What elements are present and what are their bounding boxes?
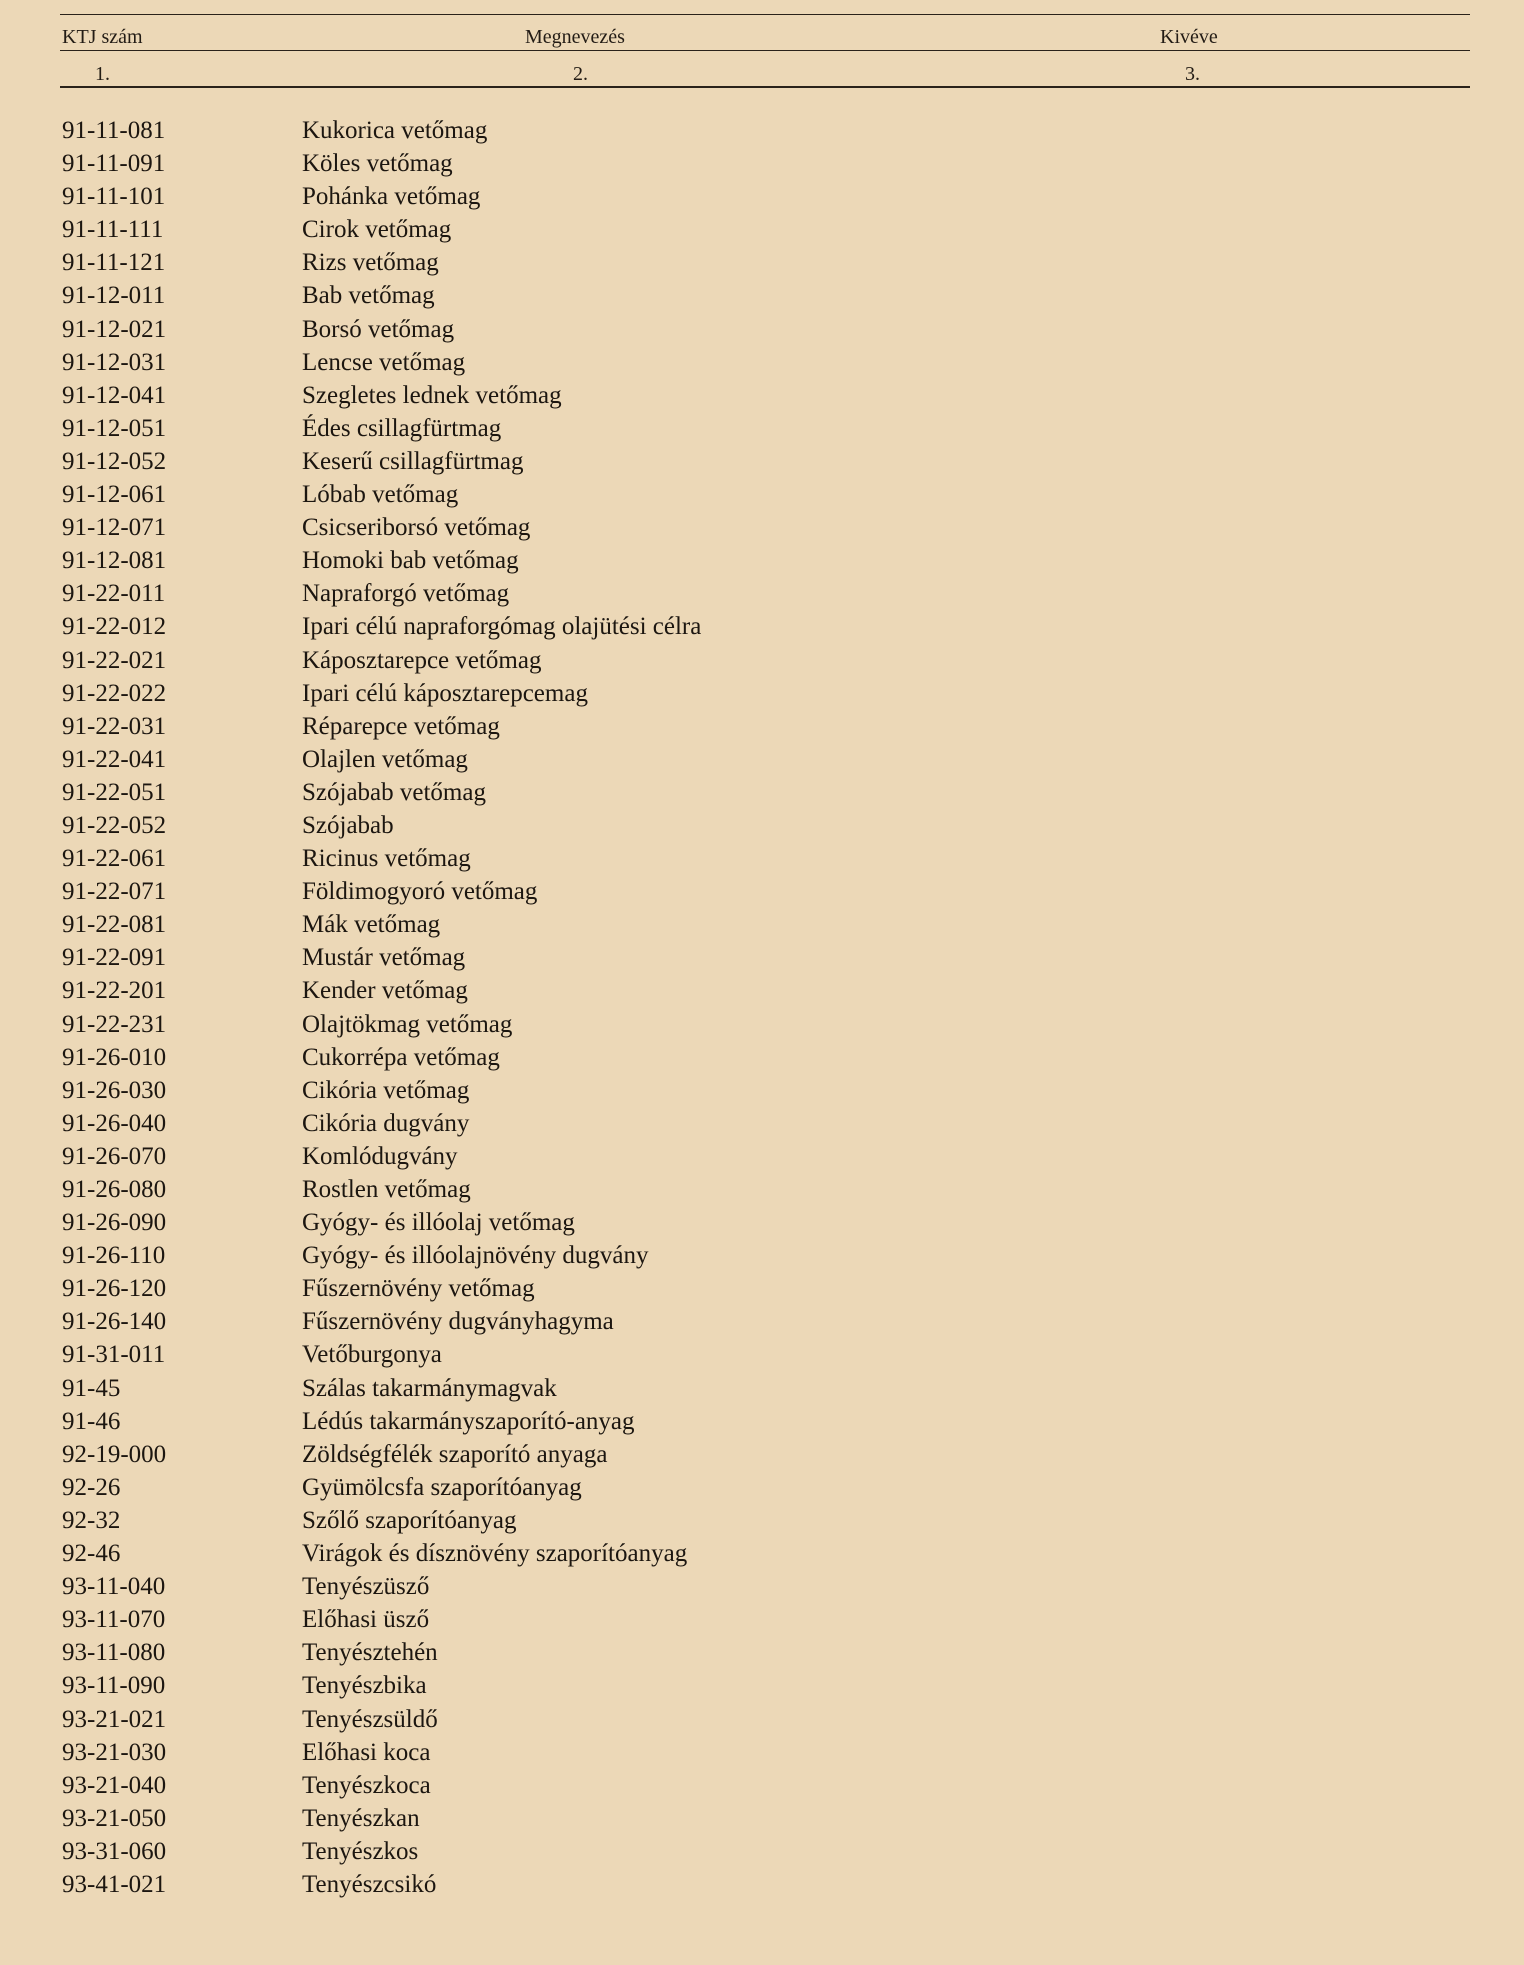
ktj-code: 91-26-140 bbox=[62, 1308, 167, 1336]
ktj-code: 91-11-101 bbox=[62, 183, 166, 211]
table-row bbox=[0, 1603, 1524, 1636]
ktj-code: 91-22-231 bbox=[62, 1010, 167, 1038]
table-row bbox=[0, 1835, 1524, 1868]
item-name: Tenyészüsző bbox=[302, 1573, 430, 1601]
ktj-code: 91-22-061 bbox=[62, 845, 167, 873]
ktj-code: 92-26 bbox=[62, 1473, 121, 1501]
ktj-code: 91-22-201 bbox=[62, 977, 167, 1005]
ktj-code: 91-26-040 bbox=[62, 1109, 167, 1137]
item-name: Gyümölcsfa szaporítóanyag bbox=[302, 1473, 582, 1501]
table-row bbox=[0, 1239, 1524, 1272]
table-row bbox=[0, 1405, 1524, 1438]
item-name: Rizs vetőmag bbox=[302, 249, 439, 277]
item-name: Csicseriborsó vetőmag bbox=[302, 514, 531, 542]
item-name: Cirok vetőmag bbox=[302, 216, 452, 244]
item-name: Zöldségfélék szaporító anyaga bbox=[302, 1440, 608, 1468]
ktj-code: 91-12-071 bbox=[62, 514, 167, 542]
ktj-code: 93-21-040 bbox=[62, 1771, 167, 1799]
header-megnevezes: Megnevezés bbox=[525, 26, 625, 48]
item-name: Pohánka vetőmag bbox=[302, 183, 481, 211]
ktj-code: 91-26-080 bbox=[62, 1176, 167, 1203]
item-name: Napraforgó vetőmag bbox=[302, 580, 510, 608]
ktj-code: 91-26-120 bbox=[62, 1275, 167, 1303]
item-name: Gyógy- és illóolajnövény dugvány bbox=[302, 1242, 649, 1270]
table-row bbox=[0, 908, 1524, 941]
table-row bbox=[0, 544, 1524, 577]
ktj-code: 91-11-081 bbox=[62, 117, 166, 144]
column-number-rule bbox=[60, 86, 1470, 88]
table-row bbox=[0, 842, 1524, 875]
table-row bbox=[0, 1471, 1524, 1504]
item-name: Köles vetőmag bbox=[302, 150, 453, 178]
table-row bbox=[0, 677, 1524, 710]
ktj-code: 91-22-081 bbox=[62, 911, 167, 939]
ktj-code: 91-12-052 bbox=[62, 447, 167, 475]
column-number-2: 2. bbox=[573, 63, 588, 85]
item-name: Gyógy- és illóolaj vetőmag bbox=[302, 1209, 575, 1237]
table-row bbox=[0, 1669, 1524, 1702]
ktj-code: 91-22-012 bbox=[62, 613, 167, 641]
item-name: Mák vetőmag bbox=[302, 911, 441, 939]
table-row bbox=[0, 1173, 1524, 1206]
ktj-code: 91-12-011 bbox=[62, 282, 166, 310]
item-name: Előhasi koca bbox=[302, 1738, 431, 1766]
table-row bbox=[0, 1041, 1524, 1074]
item-name: Lédús takarmányszaporító-anyag bbox=[302, 1407, 635, 1435]
item-name: Lóbab vetőmag bbox=[302, 481, 459, 509]
ktj-code: 93-21-030 bbox=[62, 1738, 167, 1766]
item-name: Ipari célú napraforgómag olajütési célra bbox=[302, 613, 702, 641]
ktj-code: 91-26-010 bbox=[62, 1043, 167, 1071]
ktj-code: 92-46 bbox=[62, 1540, 121, 1568]
ktj-code: 93-11-090 bbox=[62, 1672, 166, 1700]
ktj-code: 93-21-050 bbox=[62, 1804, 167, 1832]
item-name: Ricinus vetőmag bbox=[302, 845, 471, 873]
table-row bbox=[0, 1537, 1524, 1570]
ktj-code: 93-11-040 bbox=[62, 1573, 166, 1601]
item-name: Előhasi üsző bbox=[302, 1606, 430, 1634]
table-row bbox=[0, 1305, 1524, 1338]
table-row bbox=[0, 379, 1524, 412]
item-name: Szójabab vetőmag bbox=[302, 778, 486, 806]
table-row bbox=[0, 1107, 1524, 1140]
item-name: Tenyészcsikó bbox=[302, 1870, 437, 1898]
ktj-code: 91-12-051 bbox=[62, 414, 167, 442]
table-row bbox=[0, 246, 1524, 279]
item-name: Keserű csillagfürtmag bbox=[302, 447, 524, 475]
item-name: Virágok és dísznövény szaporítóanyag bbox=[302, 1540, 688, 1568]
table-row bbox=[0, 1008, 1524, 1041]
ktj-code: 91-22-031 bbox=[62, 712, 167, 740]
ktj-code: 92-19-000 bbox=[62, 1440, 167, 1468]
table-row bbox=[0, 279, 1524, 312]
ktj-code: 91-12-041 bbox=[62, 381, 167, 409]
item-name: Olajlen vetőmag bbox=[302, 745, 468, 773]
item-name: Szálas takarmánymagvak bbox=[302, 1374, 557, 1402]
item-name: Kender vetőmag bbox=[302, 977, 468, 1005]
item-name: Kukorica vetőmag bbox=[302, 117, 488, 144]
ktj-code: 91-22-091 bbox=[62, 944, 167, 972]
item-name: Szegletes lednek vetőmag bbox=[302, 381, 562, 409]
table-row bbox=[0, 1570, 1524, 1603]
table-body bbox=[0, 114, 1524, 1901]
table-row bbox=[0, 710, 1524, 743]
table-row bbox=[0, 1338, 1524, 1371]
table-row bbox=[0, 1438, 1524, 1471]
table-row bbox=[0, 147, 1524, 180]
ktj-code: 91-22-011 bbox=[62, 580, 166, 608]
item-name: Ipari célú káposztarepcemag bbox=[302, 679, 588, 707]
item-name: Tenyészbika bbox=[302, 1672, 427, 1700]
table-row bbox=[0, 1769, 1524, 1802]
ktj-code: 93-11-080 bbox=[62, 1639, 166, 1667]
item-name: Mustár vetőmag bbox=[302, 944, 466, 972]
table-row bbox=[0, 1802, 1524, 1835]
table-row bbox=[0, 577, 1524, 610]
column-number-1: 1. bbox=[95, 63, 110, 85]
table-row bbox=[0, 412, 1524, 445]
item-name: Cikória vetőmag bbox=[302, 1076, 470, 1104]
table-row bbox=[0, 478, 1524, 511]
table-row bbox=[0, 809, 1524, 842]
ktj-code: 91-22-052 bbox=[62, 811, 167, 839]
item-name: Cikória dugvány bbox=[302, 1109, 470, 1137]
item-name: Vetőburgonya bbox=[302, 1341, 442, 1369]
ktj-code: 91-22-041 bbox=[62, 745, 167, 773]
table-row bbox=[0, 1703, 1524, 1736]
item-name: Olajtökmag vetőmag bbox=[302, 1010, 513, 1038]
item-name: Bab vetőmag bbox=[302, 282, 435, 310]
table-row bbox=[0, 743, 1524, 776]
table-row bbox=[0, 644, 1524, 677]
table-row bbox=[0, 445, 1524, 478]
item-name: Fűszernövény dugványhagyma bbox=[302, 1308, 614, 1336]
table-row bbox=[0, 1868, 1524, 1901]
table-row bbox=[0, 180, 1524, 213]
ktj-code: 91-12-061 bbox=[62, 481, 167, 509]
ktj-code: 93-11-070 bbox=[62, 1606, 166, 1634]
ktj-code: 91-11-091 bbox=[62, 150, 166, 178]
ktj-code: 91-22-021 bbox=[62, 646, 167, 674]
table-row bbox=[0, 1272, 1524, 1305]
table-row bbox=[0, 941, 1524, 974]
ktj-code: 91-11-111 bbox=[62, 216, 164, 244]
table-row bbox=[0, 511, 1524, 544]
header-rule bbox=[60, 50, 1470, 51]
item-name: Édes csillagfürtmag bbox=[302, 414, 502, 442]
table-row bbox=[0, 1206, 1524, 1239]
item-name: Szójabab bbox=[302, 811, 394, 839]
table-row bbox=[0, 346, 1524, 379]
ktj-code: 91-46 bbox=[62, 1407, 121, 1435]
table-row bbox=[0, 1736, 1524, 1769]
table-row bbox=[0, 776, 1524, 809]
ktj-code: 91-26-070 bbox=[62, 1142, 167, 1170]
item-name: Lencse vetőmag bbox=[302, 348, 466, 376]
item-name: Borsó vetőmag bbox=[302, 315, 455, 343]
item-name: Szőlő szaporítóanyag bbox=[302, 1506, 517, 1534]
item-name: Tenyészkan bbox=[302, 1804, 420, 1832]
ktj-code: 91-26-030 bbox=[62, 1076, 167, 1104]
ktj-code: 92-32 bbox=[62, 1506, 121, 1534]
table-row bbox=[0, 1504, 1524, 1537]
ktj-code: 91-12-021 bbox=[62, 315, 167, 343]
table-row bbox=[0, 1636, 1524, 1669]
item-name: Tenyészkoca bbox=[302, 1771, 431, 1799]
table-row bbox=[0, 875, 1524, 908]
item-name: Tenyészsüldő bbox=[302, 1705, 438, 1733]
ktj-code: 91-12-031 bbox=[62, 348, 167, 376]
table-row bbox=[0, 114, 1524, 147]
item-name: Rostlen vetőmag bbox=[302, 1176, 471, 1203]
item-name: Réparepce vetőmag bbox=[302, 712, 500, 740]
table-row bbox=[0, 610, 1524, 643]
table-row bbox=[0, 1074, 1524, 1107]
ktj-code: 91-26-090 bbox=[62, 1209, 167, 1237]
table-row bbox=[0, 974, 1524, 1007]
header-ktj-szam: KTJ szám bbox=[62, 26, 143, 48]
item-name: Fűszernövény vetőmag bbox=[302, 1275, 535, 1303]
column-number-3: 3. bbox=[1185, 63, 1200, 85]
ktj-code: 91-22-071 bbox=[62, 878, 167, 906]
ktj-code: 91-22-022 bbox=[62, 679, 167, 707]
ktj-code: 91-45 bbox=[62, 1374, 121, 1402]
ktj-code: 93-21-021 bbox=[62, 1705, 167, 1733]
ktj-code: 93-31-060 bbox=[62, 1837, 167, 1865]
header-kiveve: Kivéve bbox=[1160, 26, 1218, 48]
table-row bbox=[0, 1372, 1524, 1405]
item-name: Káposztarepce vetőmag bbox=[302, 646, 542, 674]
table-row bbox=[0, 213, 1524, 246]
ktj-code: 91-31-011 bbox=[62, 1341, 166, 1369]
table-row bbox=[0, 1140, 1524, 1173]
ktj-code: 93-41-021 bbox=[62, 1870, 167, 1898]
ktj-code: 91-11-121 bbox=[62, 249, 166, 277]
item-name: Cukorrépa vetőmag bbox=[302, 1043, 500, 1071]
item-name: Homoki bab vetőmag bbox=[302, 547, 519, 575]
top-rule bbox=[60, 14, 1470, 15]
item-name: Tenyésztehén bbox=[302, 1639, 438, 1667]
table-row bbox=[0, 313, 1524, 346]
item-name: Földimogyoró vetőmag bbox=[302, 878, 538, 906]
ktj-code: 91-22-051 bbox=[62, 778, 167, 806]
item-name: Komlódugvány bbox=[302, 1142, 458, 1170]
item-name: Tenyészkos bbox=[302, 1837, 419, 1865]
ktj-code: 91-26-110 bbox=[62, 1242, 166, 1270]
ktj-code: 91-12-081 bbox=[62, 547, 167, 575]
